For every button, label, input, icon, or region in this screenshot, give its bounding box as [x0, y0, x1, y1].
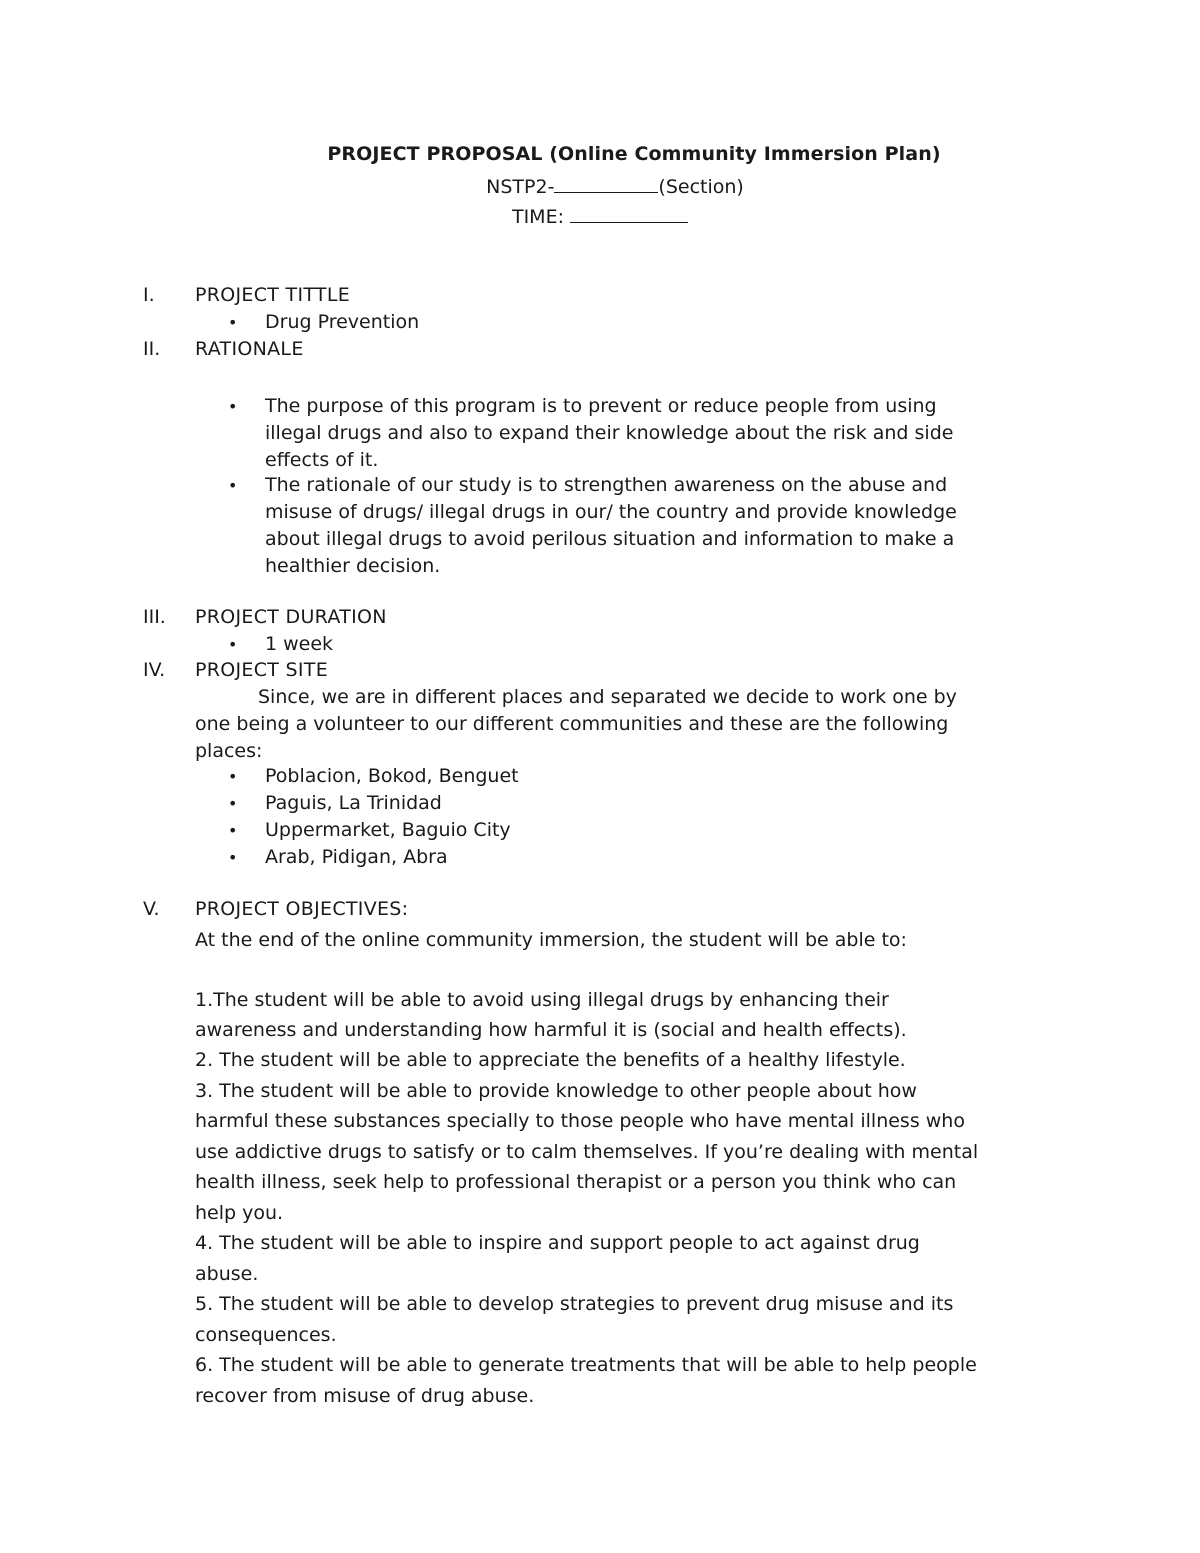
bullet-icon: • — [228, 821, 238, 840]
objective-line: use addictive drugs to satisfy or to calm themselves. If you’re dealing with mental — [195, 1141, 979, 1163]
objective-line: harmful these substances specially to those people who have mental illness who — [195, 1110, 965, 1132]
section-prefix: NSTP2- — [486, 176, 555, 198]
section-2-numeral: II. — [143, 338, 161, 360]
objective-line: awareness and understanding how harmful it is (social and health effects). — [195, 1019, 907, 1041]
objective-line: help you. — [195, 1202, 284, 1224]
time-label: TIME: — [511, 206, 571, 228]
objective-line: 5. The student will be able to develop strategies to prevent drug misuse and its — [195, 1293, 954, 1315]
site-paragraph-line: one being a volunteer to our different communities and these are the following — [195, 713, 949, 735]
rationale-line: about illegal drugs to avoid perilous situation and information to make a — [265, 528, 955, 550]
rationale-line: misuse of drugs/ illegal drugs in our/ the country and provide knowledge — [265, 501, 957, 523]
time-blank — [570, 204, 688, 223]
objective-line: 4. The student will be able to inspire and support people to act against drug — [195, 1232, 920, 1254]
section-3-heading: PROJECT DURATION — [195, 606, 387, 628]
section-blank — [554, 174, 658, 193]
rationale-line: The purpose of this program is to prevent or reduce people from using — [265, 395, 937, 417]
objective-line: 2. The student will be able to appreciate the benefits of a healthy lifestyle. — [195, 1049, 906, 1071]
section-2-heading: RATIONALE — [195, 338, 304, 360]
bullet-icon: • — [228, 313, 238, 332]
site-paragraph-line: places: — [195, 740, 263, 762]
section-4-heading: PROJECT SITE — [195, 659, 329, 681]
rationale-line: healthier decision. — [265, 555, 441, 577]
bullet-icon: • — [228, 848, 238, 867]
section-1-numeral: I. — [143, 284, 155, 306]
section-line — [0, 174, 1200, 198]
section-1-heading: PROJECT TITTLE — [195, 284, 351, 306]
list-item: Uppermarket, Baguio City — [265, 819, 511, 841]
section-5-numeral: V. — [143, 898, 160, 920]
objective-line: 6. The student will be able to generate treatments that will be able to help people — [195, 1354, 977, 1376]
bullet-icon: • — [228, 476, 238, 495]
page-title: PROJECT PROPOSAL (Online Community Immersion Plan) — [327, 143, 941, 165]
objective-line: abuse. — [195, 1263, 259, 1285]
rationale-line: The rationale of our study is to strengthen awareness on the abuse and — [265, 474, 948, 496]
section-suffix: (Section) — [658, 176, 744, 198]
list-item: Paguis, La Trinidad — [265, 792, 442, 814]
bullet-icon: • — [228, 397, 238, 416]
list-item: Arab, Pidigan, Abra — [265, 846, 448, 868]
objective-line: health illness, seek help to professional therapist or a person you think who can — [195, 1171, 957, 1193]
section-3-numeral: III. — [143, 606, 166, 628]
site-paragraph-line: Since, we are in different places and separated we decide to work one by — [258, 686, 957, 708]
objectives-intro: At the end of the online community immersion, the student will be able to: — [195, 929, 907, 951]
bullet-icon: • — [228, 794, 238, 813]
time-line — [0, 204, 1200, 228]
bullet-icon: • — [228, 767, 238, 786]
list-item: Drug Prevention — [265, 311, 420, 333]
section-4-numeral: IV. — [143, 659, 166, 681]
objective-line: consequences. — [195, 1324, 337, 1346]
objective-line: 1.The student will be able to avoid using illegal drugs by enhancing their — [195, 989, 889, 1011]
rationale-line: effects of it. — [265, 449, 379, 471]
list-item: Poblacion, Bokod, Benguet — [265, 765, 519, 787]
bullet-icon: • — [228, 635, 238, 654]
list-item: 1 week — [265, 633, 334, 655]
rationale-line: illegal drugs and also to expand their knowledge about the risk and side — [265, 422, 954, 444]
objective-line: recover from misuse of drug abuse. — [195, 1385, 535, 1407]
objective-line: 3. The student will be able to provide knowledge to other people about how — [195, 1080, 917, 1102]
section-5-heading: PROJECT OBJECTIVES: — [195, 898, 409, 920]
